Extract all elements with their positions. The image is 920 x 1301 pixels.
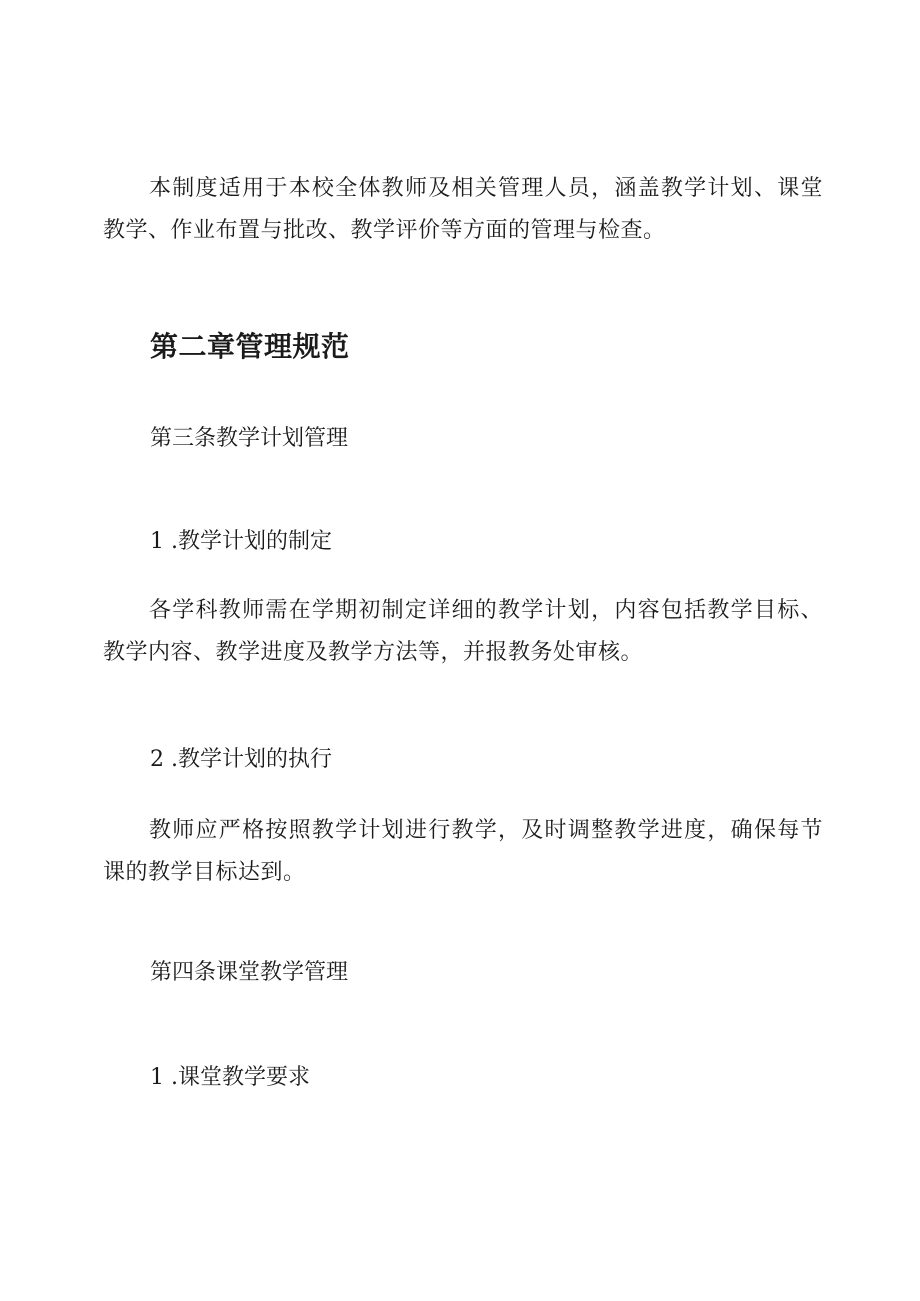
article-three-item-1-paragraph: 各学科教师需在学期初制定详细的教学计划，内容包括教学目标、教学内容、教学进度及教学方法等，并报教务处审核。 [103,598,823,665]
scope-paragraph: 本制度适用于本校全体教师及相关管理人员，涵盖教学计划、课堂教学、作业布置与批改、教学评价等方面的管理与检查。 [103,176,823,243]
article-four-item-1-heading: 1 .课堂教学要求 [150,1065,310,1090]
article-three-item-2-heading: 2 .教学计划的执行 [150,747,332,772]
article-three-item-1-heading: 1 .教学计划的制定 [150,529,332,554]
article-three-heading: 第三条教学计划管理 [150,426,349,451]
chapter-two-heading: 第二章管理规范 [150,330,350,363]
article-four-heading: 第四条课堂教学管理 [150,960,349,985]
article-three-item-2-paragraph: 教师应严格按照教学计划进行教学，及时调整教学进度，确保每节课的教学目标达到。 [103,818,823,885]
